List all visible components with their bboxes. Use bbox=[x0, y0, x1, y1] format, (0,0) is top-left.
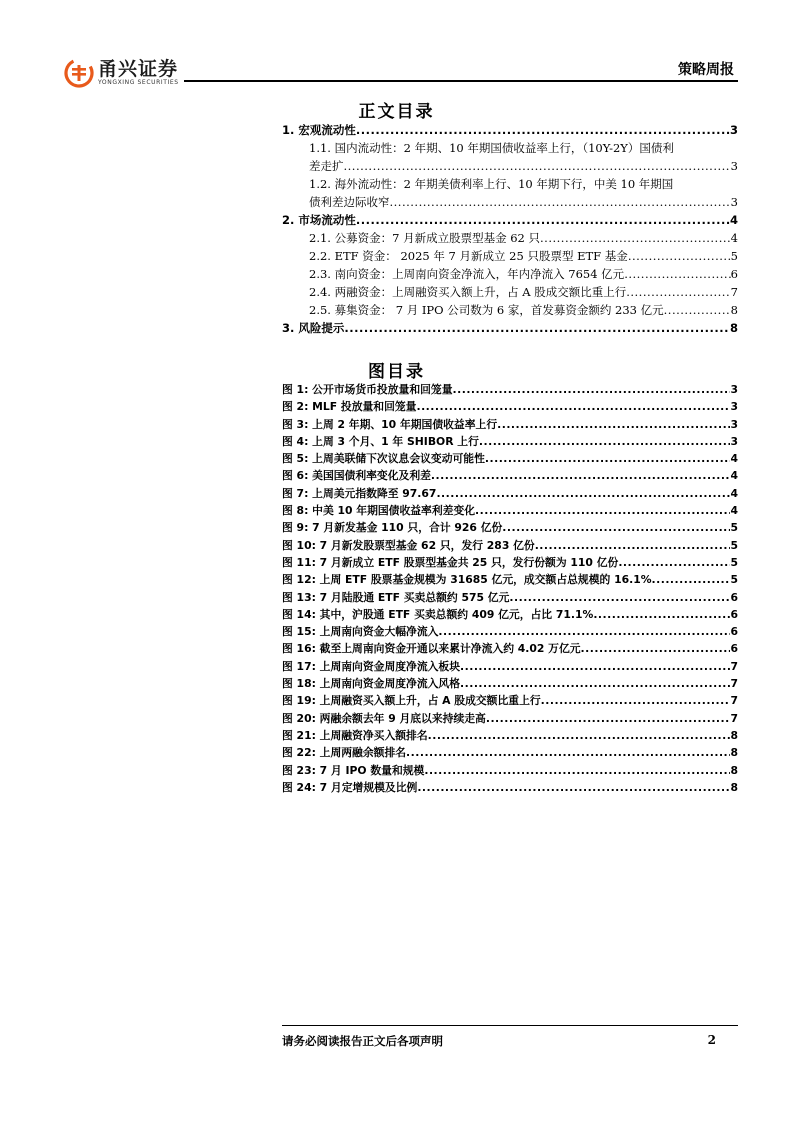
figure-entry-15[interactable] bbox=[282, 623, 738, 640]
figure-page-number: 6 bbox=[730, 607, 738, 621]
figure-page-number: 7 bbox=[730, 659, 738, 673]
figure-page-number: 3 bbox=[730, 417, 738, 431]
leader-dots bbox=[390, 193, 731, 211]
figure-entry-label: 图 11: 7 月新成立 ETF 股票型基金共 25 只，发行份额为 110 亿份 bbox=[282, 555, 619, 569]
figure-entry-3[interactable] bbox=[282, 416, 738, 433]
leader-dots bbox=[356, 121, 730, 139]
toc-page-number: 3 bbox=[729, 123, 738, 137]
figure-entry-22[interactable] bbox=[282, 744, 738, 761]
figure-page-number: 3 bbox=[730, 400, 738, 414]
leader-dots bbox=[428, 727, 731, 744]
figure-entry-label: 图 17: 上周南向资金周度净流入板块 bbox=[282, 659, 461, 673]
figure-entry-7[interactable] bbox=[282, 485, 738, 502]
toc-page-number: 3 bbox=[730, 195, 738, 209]
figure-entry-label: 图 12: 上周 ETF 股票基金规模为 31685 亿元，成交额占总规模的 16.1% bbox=[282, 573, 652, 587]
toc-entry-1-1-continued[interactable] bbox=[282, 157, 738, 175]
figure-entry-6[interactable] bbox=[282, 467, 738, 484]
figure-entry-20[interactable] bbox=[282, 710, 738, 727]
figure-entry-label: 图 2: MLF 投放量和回笼量 bbox=[282, 400, 417, 414]
toc-page-number: 4 bbox=[730, 231, 738, 245]
page-number: 2 bbox=[707, 1033, 716, 1047]
leader-dots bbox=[652, 571, 731, 588]
figure-entry-label: 图 3: 上周 2 年期、10 年期国债收益率上行 bbox=[282, 417, 498, 431]
figure-entry-18[interactable] bbox=[282, 675, 738, 692]
figure-entry-11[interactable] bbox=[282, 554, 738, 571]
footer-divider bbox=[282, 1025, 738, 1026]
leader-dots bbox=[535, 537, 731, 554]
figure-entry-21[interactable] bbox=[282, 727, 738, 744]
leader-dots bbox=[664, 301, 731, 319]
toc-entry-3[interactable] bbox=[282, 319, 738, 337]
toc-entry-1-2-continued[interactable] bbox=[282, 193, 738, 211]
figure-entry-1[interactable] bbox=[282, 381, 738, 398]
figure-entry-2[interactable] bbox=[282, 398, 738, 415]
toc-entry-label-line1: 1.2. 海外流动性：2 年期美债利率上行、10 年期下行，中美 10 年期国 bbox=[309, 177, 674, 191]
figures-title: 图目录 bbox=[368, 362, 425, 382]
figure-entry-label: 图 8: 中美 10 年期国债收益率利差变化 bbox=[282, 504, 476, 518]
figure-page-number: 7 bbox=[730, 677, 738, 691]
figure-entry-label: 图 15: 上周南向资金大幅净流入 bbox=[282, 625, 439, 639]
toc-entry-label: 2.5. 募集资金： 7 月 IPO 公司数为 6 家，首发募资金额约 233 亿元 bbox=[309, 303, 664, 317]
leader-dots bbox=[509, 589, 730, 606]
leader-dots bbox=[581, 640, 731, 657]
leader-dots bbox=[356, 211, 730, 229]
leader-dots bbox=[344, 157, 731, 175]
figure-entry-label: 图 5: 上周美联储下次议息会议变动可能性 bbox=[282, 452, 485, 466]
toc-page-number: 4 bbox=[729, 213, 738, 227]
figure-entry-9[interactable] bbox=[282, 519, 738, 536]
toc-entry-1-1[interactable] bbox=[282, 139, 738, 157]
figure-entry-label: 图 18: 上周南向资金周度净流入风格 bbox=[282, 677, 461, 691]
leader-dots bbox=[624, 265, 730, 283]
leader-dots bbox=[424, 762, 730, 779]
figure-page-number: 8 bbox=[730, 780, 738, 794]
figure-page-number: 6 bbox=[730, 590, 738, 604]
figures-list bbox=[282, 381, 738, 796]
figure-page-number: 4 bbox=[730, 504, 738, 518]
toc-entry-2-2[interactable] bbox=[282, 247, 738, 265]
toc-entry-label: 2. 市场流动性 bbox=[282, 213, 356, 227]
leader-dots bbox=[540, 229, 731, 247]
page-header bbox=[64, 56, 738, 96]
figure-page-number: 8 bbox=[730, 728, 738, 742]
toc-entry-label-line1: 1.1. 国内流动性：2 年期、10 年期国债收益率上行，（10Y-2Y）国债利 bbox=[309, 141, 674, 155]
leader-dots bbox=[502, 519, 730, 536]
leader-dots bbox=[431, 467, 731, 484]
toc-page-number: 7 bbox=[730, 285, 738, 299]
toc-entry-2-4[interactable] bbox=[282, 283, 738, 301]
toc-page-number: 6 bbox=[730, 267, 738, 281]
company-logo bbox=[64, 58, 179, 88]
figure-entry-label: 图 20: 两融余额去年 9 月底以来持续走高 bbox=[282, 711, 486, 725]
leader-dots bbox=[626, 283, 730, 301]
figure-page-number: 4 bbox=[730, 452, 738, 466]
leader-dots bbox=[416, 398, 730, 415]
figure-entry-label: 图 24: 7 月定增规模及比例 bbox=[282, 780, 418, 794]
figure-page-number: 4 bbox=[730, 486, 738, 500]
logo-chinese-name: 甬兴证券 bbox=[98, 58, 179, 80]
toc-entry-1[interactable] bbox=[282, 121, 738, 139]
leader-dots bbox=[593, 606, 730, 623]
figure-page-number: 3 bbox=[730, 383, 738, 396]
figure-page-number: 7 bbox=[730, 694, 738, 708]
figure-entry-label: 图 7: 上周美元指数降至 97.67 bbox=[282, 486, 437, 500]
figure-entry-13[interactable] bbox=[282, 589, 738, 606]
toc-entry-label: 2.2. ETF 资金： 2025 年 7 月新成立 25 只股票型 ETF 基金 bbox=[309, 249, 628, 263]
figure-entry-label: 图 10: 7 月新发股票型基金 62 只，发行 283 亿份 bbox=[282, 538, 535, 552]
figure-entry-10[interactable] bbox=[282, 537, 738, 554]
header-divider bbox=[184, 80, 738, 82]
figure-entry-label: 图 6: 美国国债利率变化及利差 bbox=[282, 469, 431, 483]
leader-dots bbox=[618, 554, 730, 571]
leader-dots bbox=[436, 485, 730, 502]
leader-dots bbox=[406, 744, 730, 761]
figure-entry-label: 图 9: 7 月新发基金 110 只，合计 926 亿份 bbox=[282, 521, 503, 535]
figure-page-number: 8 bbox=[730, 746, 738, 760]
leader-dots bbox=[541, 692, 731, 709]
toc-entry-2[interactable] bbox=[282, 211, 738, 229]
figure-entry-label: 图 13: 7 月陆股通 ETF 买卖总额约 575 亿元 bbox=[282, 590, 510, 604]
leader-dots bbox=[497, 416, 730, 433]
figure-entry-label: 图 14: 其中，沪股通 ETF 买卖总额约 409 亿元，占比 71.1% bbox=[282, 607, 594, 621]
leader-dots bbox=[479, 433, 731, 450]
toc-entry-2-1[interactable] bbox=[282, 229, 738, 247]
leader-dots bbox=[453, 381, 731, 398]
figure-page-number: 5 bbox=[730, 573, 738, 587]
toc-entry-2-3[interactable] bbox=[282, 265, 738, 283]
figure-entry-24[interactable] bbox=[282, 779, 738, 796]
leader-dots bbox=[475, 502, 730, 519]
figure-entry-label: 图 1: 公开市场货币投放量和回笼量 bbox=[282, 383, 453, 396]
figure-entry-label: 图 19: 上周融资买入额上升，占 A 股成交额比重上行 bbox=[282, 694, 541, 708]
figure-page-number: 3 bbox=[730, 434, 738, 448]
figure-entry-19[interactable] bbox=[282, 692, 738, 709]
figure-entry-16[interactable] bbox=[282, 640, 738, 657]
toc-entry-2-5[interactable] bbox=[282, 301, 738, 319]
figure-entry-label: 图 23: 7 月 IPO 数量和规模 bbox=[282, 763, 425, 777]
toc-entry-label: 2.3. 南向资金：上周南向资金净流入，年内净流入 7654 亿元 bbox=[309, 267, 625, 281]
figure-page-number: 4 bbox=[730, 469, 738, 483]
toc-entry-label-line2: 差走扩 bbox=[309, 159, 344, 173]
leader-dots bbox=[417, 779, 730, 796]
figure-entry-label: 图 22: 上周两融余额排名 bbox=[282, 746, 407, 760]
leader-dots bbox=[344, 319, 730, 337]
figure-entry-label: 图 16: 截至上周南向资金开通以来累计净流入约 4.02 万亿元 bbox=[282, 642, 581, 656]
leader-dots bbox=[438, 623, 730, 640]
toc-entry-label: 2.4. 两融资金：上周融资买入额上升，占 A 股成交额比重上行 bbox=[309, 285, 627, 299]
figure-entry-12[interactable] bbox=[282, 571, 738, 588]
main-contents-list bbox=[282, 121, 738, 337]
toc-entry-1-2[interactable] bbox=[282, 175, 738, 193]
figure-page-number: 7 bbox=[730, 711, 738, 725]
leader-dots bbox=[485, 450, 731, 467]
toc-entry-label: 1. 宏观流动性 bbox=[282, 123, 356, 137]
toc-page-number: 8 bbox=[730, 303, 738, 317]
toc-entry-label: 2.1. 公募资金：7 月新成立股票型基金 62 只 bbox=[309, 231, 541, 245]
report-type-label: 策略周报 bbox=[678, 62, 734, 78]
toc-entry-label-line2: 债利差边际收窄 bbox=[309, 195, 390, 209]
toc-page-number: 3 bbox=[730, 159, 738, 173]
yongxing-logo-icon bbox=[64, 58, 94, 88]
contents-title: 正文目录 bbox=[358, 102, 435, 122]
figure-page-number: 5 bbox=[730, 555, 738, 569]
figure-page-number: 5 bbox=[730, 521, 738, 535]
figure-entry-label: 图 21: 上周融资净买入额排名 bbox=[282, 728, 428, 742]
figure-page-number: 6 bbox=[730, 625, 738, 639]
figure-entry-8[interactable] bbox=[282, 502, 738, 519]
leader-dots bbox=[628, 247, 731, 265]
logo-english-name: YONGXING SECURITIES bbox=[98, 79, 179, 86]
toc-entry-label: 3. 风险提示 bbox=[282, 321, 345, 335]
figure-entry-14[interactable] bbox=[282, 606, 738, 623]
figure-page-number: 8 bbox=[730, 763, 738, 777]
toc-page-number: 8 bbox=[729, 321, 738, 335]
toc-page-number: 5 bbox=[730, 249, 738, 263]
leader-dots bbox=[460, 658, 730, 675]
figure-entry-label: 图 4: 上周 3 个月、1 年 SHIBOR 上行 bbox=[282, 434, 479, 448]
disclaimer-text: 请务必阅读报告正文后各项声明 bbox=[282, 1034, 443, 1048]
leader-dots bbox=[486, 710, 731, 727]
figure-entry-23[interactable] bbox=[282, 762, 738, 779]
figure-page-number: 5 bbox=[730, 538, 738, 552]
figure-entry-17[interactable] bbox=[282, 658, 738, 675]
leader-dots bbox=[460, 675, 730, 692]
page-footer bbox=[282, 1025, 738, 1049]
figure-entry-4[interactable] bbox=[282, 433, 738, 450]
figure-page-number: 6 bbox=[730, 642, 738, 656]
figure-entry-5[interactable] bbox=[282, 450, 738, 467]
